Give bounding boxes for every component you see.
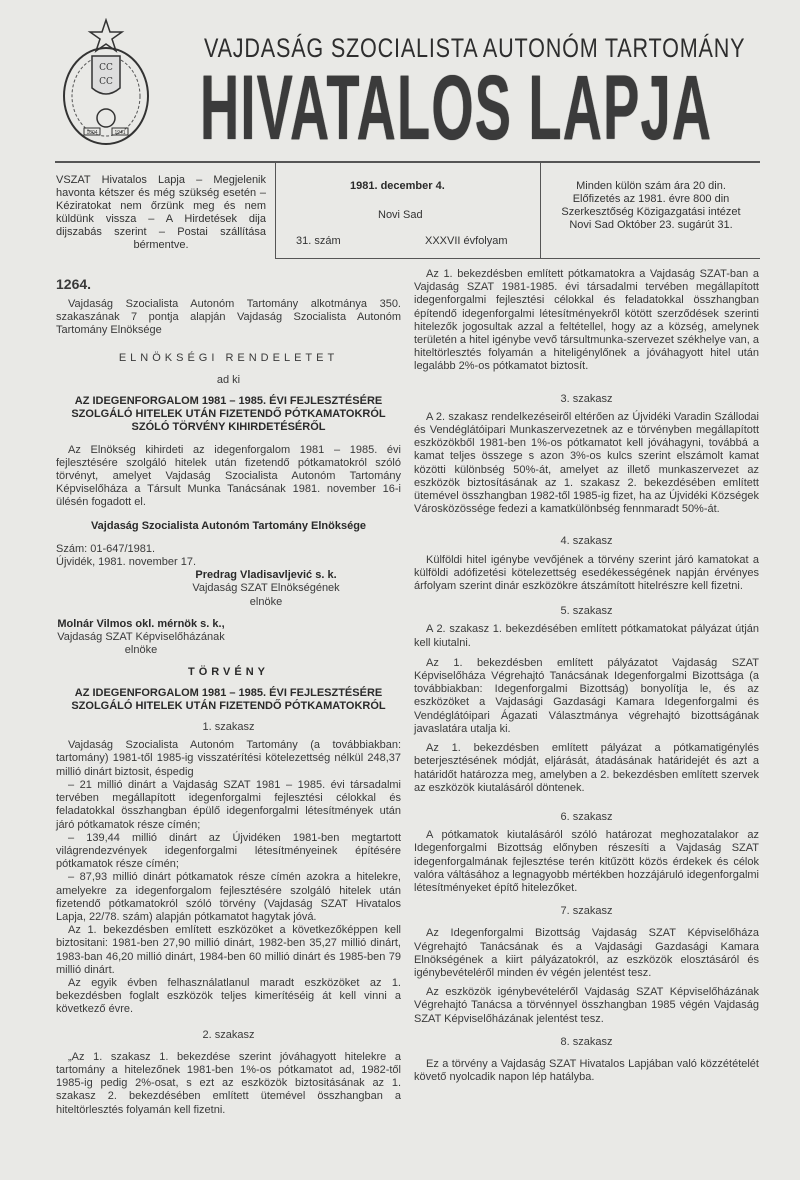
- signer-2-title: elnöke: [124, 644, 158, 657]
- svg-text:CC: CC: [99, 63, 113, 73]
- section-7-heading: 7. szakasz: [560, 905, 613, 918]
- issue-volume: XXXVII évfolyam: [425, 235, 508, 247]
- section-5-heading: 5. szakasz: [560, 605, 613, 618]
- law-heading: TÖRVÉNY: [188, 666, 269, 679]
- info-divider-1: [275, 162, 276, 259]
- emblem-year-2: 1941: [114, 130, 126, 136]
- section-1-para: Az 1. bekezdésben említett eszközöket a következőképpen kell biztositani: 1981-ben 27,90 millió dinárt, 1982-ben 35,27 millió dinárt, 1983-ban 46,20 millió dinárt, 1984-ben 60 millió dinárt és 1985-ben 79 millió dinárt.: [56, 924, 401, 976]
- section-5-para: A 2. szakasz 1. bekezdésében említett pótkamatokat pályázat útján kell kiutalni.: [414, 623, 759, 649]
- signer-1-name: Predrag Vladisavljević s. k.: [195, 569, 337, 582]
- issue-place: Novi Sad: [378, 209, 423, 221]
- section-7-para: Az Idegenforgalmi Bizottság Vajdaság SZAT Képviselőháza Végrehajtó Tanácsának és a Vajdasági Gazdasági Kamara Elnökségének a kiirt pályázatokról, az eszközök elosztásáról és igénybevételéről minden év végén jelentést tesz.: [414, 927, 759, 979]
- publication-notice: VSZAT Hivatalos Lapja – Megjelenik havonta kétszer és még szükség esetén – Kéziratokat nem őrzünk meg és nem küldünk vissza – A Hirdetések dija dijszabás szerint – Postai szállítása bérmentve.: [56, 174, 266, 251]
- section-7-para: Az eszközök igénybevételéről Vajdaság SZAT Képviselőházának Végrehajtó Tanácsa a törvénnyel összhangban 1985 végén Vajdaság SZAT Képviselőházának jelentést tesz.: [414, 986, 759, 1025]
- section-4-para: Külföldi hitel igénybe vevőjének a törvény szerint járó kamatokat a külföldi adófizetési kötelezettség esedékességének napján érvényes árfolyam szerint dinár eszközökre átszámított hitelrészre kell fizetni.: [414, 553, 759, 593]
- left-column: [56, 276, 401, 1117]
- signer-1-title: elnöke: [249, 595, 283, 608]
- header-bottom-rule: [275, 258, 760, 259]
- price-and-editorial: Minden külön szám ára 20 din. Előfizetés az 1981. évre 800 din Szerkesztőség Közigazgatási intézet Novi Sad Október 23. sugárút 31.: [561, 180, 741, 231]
- section-5-para: Az 1. bekezdésben említett pályázatot Vajdaság SZAT Képviselőháza Végrehajtó Tanácsának Idegenforgalmi Bizottsága (a továbbiakban: Idegenforgalmi Bizottság) bonyolítja le, és az eszközöket a Vajdasági Gazdasági Kamara Idegenforgalmi és Vendéglátóipari Ágazati Választmánya végrehajtó bizottságának javaslatára utalja ki.: [414, 656, 759, 735]
- section-6-heading: 6. szakasz: [560, 810, 613, 823]
- issue-number: 31. szám: [296, 235, 341, 247]
- decree-title: AZ IDEGENFORGALOM 1981 – 1985. ÉVI FEJLESZTÉSÉRE SZOLGÁLÓ HITELEK UTÁN FIZETENDŐ PÓTKAMATOKRÓL SZÓLÓ TÖRVÉNY KIHIRDETÉSÉRŐL: [71, 395, 386, 434]
- section-1-heading: 1. szakasz: [202, 721, 255, 734]
- section-1-para: – 139,44 millió dinárt az Újvidéken 1981-ben megtartott világrendezvények idegenforgalmi létesítményeinek építésére pótkamatok része címén;: [56, 831, 401, 871]
- signature-block-2: [56, 618, 226, 658]
- coat-of-arms-emblem: [58, 18, 154, 148]
- section-6-para: A pótkamatok kiutalásáról szóló határozat meghozatalakor az Idegenforgalmi Bizottság előnyben részesíti a Vajdaság SZAT idegenforgalmának fejlesztése terén kitűzött közös érdekek és célok valóra váltásához a legnagyobb mértékben hozzájáruló idegenforgalmi létesítményeket építő hitelezőket.: [414, 829, 759, 894]
- section-8-para: Ez a törvény a Vajdaság SZAT Hivatalos Lapjában való közzétételét követő nyolcadik napon lép hatályba.: [414, 1057, 759, 1084]
- reference-date: Újvidék, 1981. november 17.: [56, 556, 197, 569]
- reference-number: Szám: 01-647/1981.: [56, 542, 156, 555]
- section-1-body: [56, 739, 401, 1016]
- svg-text:CC: CC: [99, 77, 113, 87]
- section-5-para: Az 1. bekezdésben említett pályázat a pótkamatigénylés beterjesztésének módját, eljárását, átadásának határidejét és azt a határidőt határozza meg, amelyben a 2. bekezdésben említett szervek az eszközök kiutalásáról döntenek.: [414, 742, 759, 794]
- intro-paragraph: Vajdaság Szocialista Autonóm Tartomány alkotmánya 350. szakaszának 7 pontja alapján Vajdaság Szocialista Autonóm Tartomány Elnöksége: [56, 298, 401, 337]
- section-2-heading: 2. szakasz: [202, 1028, 255, 1041]
- section-1-para: – 87,93 millió dinárt pótkamatok része címén azokra a hitelekre, amelyekre za idegenforgalom fejlesztésére szolgáló hitelek után fizetendő pótkamatokról szóló törvény (Vajdaság SZAT Hivatalos Lapja, 22/78. szám) alapján pótkamatot hagytak jóvá.: [56, 871, 401, 923]
- emblem-year-1: 1804: [86, 130, 98, 136]
- signature-block-1: [181, 569, 351, 609]
- info-divider-2: [540, 162, 541, 259]
- signer-1-role: Vajdaság SZAT Elnökségének: [192, 582, 340, 595]
- section-3-heading: 3. szakasz: [560, 392, 613, 405]
- section-2-para: Az 1. bekezdésben említett pótkamatokra a Vajdaság SZAT-ban a Vajdaság SZAT 1981-1985. évi társadalmi tervében megállapított idegenforgalmi fejlesztési célokkal és feladatokkal összhangban építendő idegenforgalmi létesítményekről kötött szerződések szerinti hitelezők jogosultak azzal a feltétellel, hogy az a község, amelynek területén a hitel igénybe vevő társultmunka-szervezet székhelye van, a hiteltörlesztés folyamán a hiteligénylőnek a jóváhagyott hitel után legalább 2%-os pótkamatot biztosít.: [414, 268, 759, 373]
- decree-heading: ELNÖKSÉGI RENDELETET: [118, 351, 339, 364]
- document-number: 1264.: [56, 276, 92, 292]
- section-1-para: Az egyik évben felhasználatlanul maradt eszközöket az 1. bekezdésben foglalt eszközök teljes kimerítéséig át kell vinni a következő évre.: [56, 976, 401, 1016]
- decree-body: Az Elnökség kihirdeti az idegenforgalom 1981 – 1985. évi fejlesztésére szolgáló hitelek után fizetendő pótkamatokról szóló törvényt, amelyet Vajdaság Szocialista Autonóm Tartomány Képviselőháza a Társult Munka Tanácsának 1981. november 16-i ülésén fogadott el.: [56, 443, 401, 509]
- signer-2-name: Molnár Vilmos okl. mérnök s. k.,: [57, 617, 225, 630]
- masthead-subtitle: VAJDASÁG SZOCIALISTA AUTONÓM TARTOMÁNY: [204, 33, 746, 63]
- issuer: Vajdaság Szocialista Autonóm Tartomány Elnöksége: [90, 519, 367, 532]
- section-4-heading: 4. szakasz: [560, 535, 613, 548]
- right-column: [414, 268, 759, 1084]
- law-title: AZ IDEGENFORGALOM 1981 – 1985. ÉVI FEJLESZTÉSÉRE SZOLGÁLÓ HITELEK UTÁN FIZETENDŐ PÓTKAMATOKRÓL: [71, 686, 386, 712]
- section-1-para: – 21 millió dinárt a Vajdaság SZAT 1981 – 1985. évi társadalmi tervében megállapított idegenforgalmi fejlesztési célokkal és feladatokkal összhangban épülő idegenforgalmi létesítmények után járó pótkamatok része címén;: [56, 778, 401, 831]
- section-2-para: „Az 1. szakasz 1. bekezdése szerint jóváhagyott hitelekre a tartomány a hitelezőnek 1981-ben 1%-os pótkamatot ad, 1982-től 1985-ig pedig 2%-osat, s ezt az eszközök biztositásának az 1. szakasz 2. bekezdésében említett ütemével összhangban a hiteltörlesztés folyamán kell fizetni.: [56, 1050, 401, 1116]
- header-top-rule: [55, 161, 760, 163]
- section-1-para: Vajdaság Szocialista Autonóm Tartomány (a továbbiakban: tartomány) 1981-től 1985-ig visszatérítési kötelezettség nélkül 248,37 millió dinárt biztosit, éspedig: [56, 739, 401, 778]
- masthead-title: HIVATALOS LAPJA: [200, 57, 713, 159]
- section-3-para: A 2. szakasz rendelkezéseiről eltérően az Újvidéki Varadin Szállodai és Vendéglátóipari Munkaszervezetnek az e törvényben megállapított eszközökből 1981-ben 1%-os pótkamatot kell jóváhagyni, továbbá a kamat teljes összege s azon 3%-os kulcs szerint elszámolt kamat közötti különbség 50%-át, amelyet az illető munkaszervezet az eszközök biztosításának az 1. szakasz 2. bekezdésében említett ütemével összhangban 1982-től 1985-ig fizet, ha az Újvidéki Községek Városközössége fedezi a kamatkülönbség fennmaradt 50%-át.: [414, 410, 759, 516]
- section-8-heading: 8. szakasz: [560, 1035, 613, 1048]
- issue-date: 1981. december 4.: [350, 180, 445, 192]
- ad-ki-text: ad ki: [216, 373, 241, 386]
- signer-2-role: Vajdaság SZAT Képviselőházának: [57, 631, 225, 644]
